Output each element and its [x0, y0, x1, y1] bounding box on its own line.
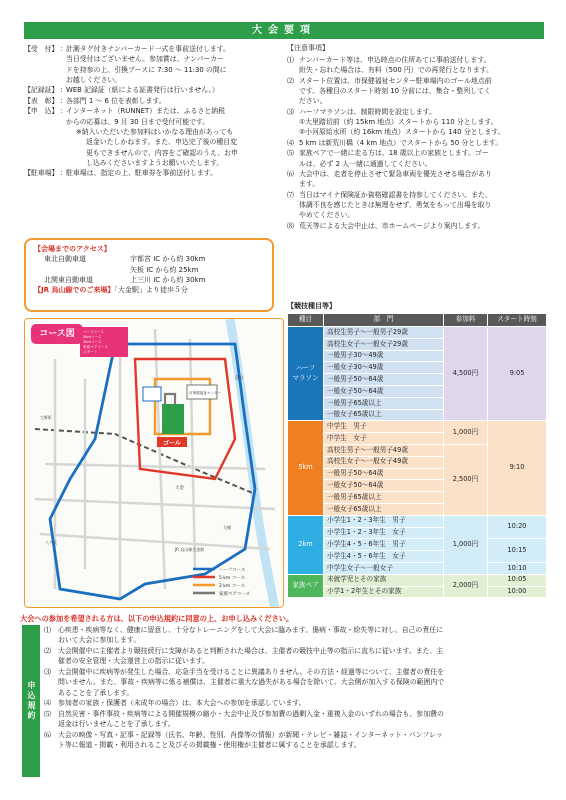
note-item: ⑹ 大会中は、走者を停止させて緊急車両を優先させる場合があり ます。: [287, 169, 492, 189]
table-row: 高校生女子～一般女子29歳: [288, 338, 547, 350]
table-row: 一般男子50～64歳: [288, 374, 547, 386]
race-table: [287, 313, 547, 598]
start-box-line: 5kmコース: [83, 335, 102, 339]
access-train: 【JR 烏山線でのご来場】「大金駅」より徒歩５分: [34, 286, 188, 295]
note-item: ⑷ 5 km は新荒川橋（4 km 地点）でスタートから 50 分とします。: [287, 138, 503, 147]
access-title: 【会場までのアクセス】: [34, 245, 111, 253]
legend-5km: 5 km コース: [219, 576, 245, 581]
entry-terms-label: 申込規約: [22, 625, 40, 777]
course-map-svg: [25, 319, 284, 608]
term-item: ⑵ 大会開催中に主催者より競技続行に支障があると判断された場合は、主催者の競技中止等の指示に直ちに従います。また、主 催者の安全管理・大会運営上の指示に従います。: [44, 646, 444, 666]
station-label: JR 烏山線大金駅: [175, 547, 205, 552]
access-row: 北関東自動車道 上三川 IC から約 30km: [44, 276, 206, 285]
course-map-badge: コース図: [31, 324, 83, 344]
access-row: 矢板 IC から約 25km: [130, 265, 199, 274]
notes-section: [287, 44, 549, 231]
table-row: 一般男子50～64歳: [288, 468, 547, 480]
refund-note: ※納入いただいた参加料はいかなる理由があっても 返金いたしかねます。また、申込完了後の種目変 更もできませんので、内容をご確認のうえ、お申 し込みくださいますようお願いいたします。: [76, 127, 238, 167]
table-row: 一般女子65歳以上: [288, 409, 547, 421]
term-item: ⑶ 大会開催中に疾病等が発生した場合、応急手当を受けることに異議ありません。その方法・経過等について、主催者の責任を 問いません。また、事故・疾病等に係る補償は、主催者に重大な過失がある場合を除いて、大会側が加入する保険の範囲内で あることを了承します。: [44, 667, 445, 697]
info-certificate: 【記録証】 ： WEB 記録証（紙による証書発行は行いません。）: [24, 86, 219, 95]
note-item: ⑴ ナンバーカード等は、申込時点の住所あてに事前送付します。 紛失・忘れた場合は、有料（500 円）での再発行となります。: [287, 55, 493, 75]
notes-title: 【注意事項】: [287, 44, 329, 52]
ohnomachi-label: 大野町: [40, 415, 52, 420]
course-map: [24, 318, 284, 608]
venue-block: [162, 404, 184, 434]
table-row: 小学1・2年生とその家族 10:00: [288, 586, 547, 598]
table-row: 中学生女子～一般女子 10:10: [288, 562, 547, 574]
term-item: ⑷ 参加者の家族・保護者（未成年の場合）は、本大会への参加を承認しています。: [44, 699, 306, 708]
category-2km: 2km: [288, 515, 324, 574]
entry-terms-list: [44, 625, 549, 751]
table-row: 中学生 女子: [288, 433, 547, 445]
category-half: ハーフ マラソン: [288, 327, 324, 421]
table-row: 高校生女子～一般女子49歳: [288, 456, 547, 468]
hachimanjin-label: 八ケ代: [45, 540, 57, 545]
legend-half: ハーフコース: [219, 568, 246, 573]
start-box-line: 家族ペアコース: [83, 345, 108, 349]
arakawa-label: 荒川: [235, 375, 243, 380]
info-parking: 【駐車場】 ： 駐車場は、指定の上、駐車券を事前送付します。: [24, 169, 218, 178]
table-row: 5km 中学生 男子 1,000円 9:10: [288, 421, 547, 433]
note-item: ⑸ 家族ペアで一緒に走る方は、18 歳以上の家族とします。ゴー ルは、必ず 2 人一緒に通過してください。: [287, 149, 489, 168]
table-row: 一般女子30～49歳: [288, 362, 547, 374]
table-row: 一般男子30～49歳: [288, 350, 547, 362]
term-item: ⑴ 心疾患・疾病等なく、健康に留意し、十分なトレーニングをして大会に臨みます。傷病・事故・紛失等に対し、自己の責任に おいて大会に参加します。: [44, 626, 444, 645]
access-box: [24, 238, 274, 312]
term-item: ⑹ 大会の映像・写真・記事・記録等（氏名、年齢、性別、肖像等の情報）が新聞・テレビ・雑誌・インターネット・パンフレッ ト等に報道・掲載・利用されること及びその掲載権・使用権が主催者に属することを承認します。: [44, 730, 443, 750]
table-row: 一般女子50～64歳: [288, 480, 547, 492]
info-award: 【表 彰】 ： 各部門 1 ～ 6 位を表彰します。: [24, 96, 166, 105]
table-row: 高校生男子～一般男子49歳 2,500円: [288, 444, 547, 456]
table-row: 一般女子65歳以上: [288, 503, 547, 515]
note-limit: ②小河原給水所（約 16km 地点）スタートから 140 分とします。: [299, 128, 505, 137]
table-row: 一般男子65歳以上: [288, 492, 547, 504]
start-box-line: 2kmコース: [83, 340, 102, 344]
table-row: 一般女子50～64歳: [288, 385, 547, 397]
start-box-line: ハーフコース: [83, 330, 105, 334]
access-row: 東北自動車道 宇都宮 IC から約 30km: [44, 255, 206, 264]
table-row: 家族ペア 未就学児とその家族 2,000円 10:05: [288, 574, 547, 586]
note-item: ⑵ スタート位置は、市保健福祉センター駐車場内のゴール地点前 です。各種目のスタート時刻 10 分前には、集合・整列してく ださい。: [287, 76, 492, 106]
event-info: [24, 44, 274, 179]
table-row: 一般男子65歳以上: [288, 397, 547, 409]
table-row: 小学生4・5・6年生 女子: [288, 551, 547, 563]
category-5km: 5km: [288, 421, 324, 515]
term-item: ⑸ 自然災害・事件事故・疾病等による開催規模の縮小・大会中止及び参加費の過剰入金・重複入金のいずれの場合も、参加費の 返金は行いませんことを了承します。: [44, 709, 444, 729]
info-application: 【申 込】 ： インターネット（RUNNET）または、ふるさと納税 からの応募は、9 月 30 日まで受付可能です。 ※納入いただいた参加料はいかなる理由があっても 返金いたしかねます。また、申込完了後の種目変 更もできませんので、内容をご確認のうえ、お申 し込みくださいますようお願いいたします。: [24, 106, 274, 168]
health-center-label: 市保健福祉センター: [189, 391, 222, 395]
info-label: 【受 付】: [24, 45, 59, 53]
legend-2km: 2 km コース: [219, 584, 245, 589]
shirakawa-label: 大桶: [223, 525, 231, 530]
section-header: 大会要項: [24, 22, 544, 39]
table-row: 2km 小学生1・2・3年生 男子 1,000円 10:20: [288, 515, 547, 527]
entry-terms-heading: 大会への参加を希望される方は、以下の申込規約に同意の上、お申し込みください。: [20, 614, 294, 623]
note-limit: ①大里踏切前（約 15km 地点）スタートから 110 分とします。: [299, 118, 498, 127]
table-row: ハーフ マラソン 高校生男子～一般男子29歳 4,500円 9:05: [288, 327, 547, 339]
legend-family: 家族ペアコース: [219, 592, 251, 597]
note-item: ⑻ 荒天等による大会中止は、市ホームページより案内します。: [287, 221, 485, 230]
start-box-line: スタート: [83, 350, 98, 354]
ja-hall: [143, 387, 161, 401]
goal-label: ゴール: [163, 440, 181, 447]
category-family: 家族ペア: [288, 574, 324, 598]
race-table-title: 【競技種目等】: [287, 302, 336, 310]
table-header-row: 種目 部 門 参加料 スタート時刻: [288, 314, 547, 327]
ohgane-label: 大金: [175, 486, 184, 491]
note-item: ⑶ ハーフマラソンは、制限時間を設定します。: [287, 107, 436, 116]
note-item: ⑺ 当日はマイナ保険証か資格確認書を持参してください。また、 体調不良を感じたときは無理をせず、勇気をもって出場を取り やめてください。: [287, 190, 492, 220]
table-row: 小学生1・2・3年生 女子: [288, 527, 547, 539]
table-row: 小学生4・5・6年生 男子 10:15: [288, 539, 547, 551]
info-reception: 【受 付】 ： 計測タグ付きナンバーカード一式を事前送付します。 当日受付はございません。参加賞は、ナンバーカー ドを持参の上、引換ブースに 7:30 ～ 11:30 の間に お越しください。: [24, 45, 230, 85]
